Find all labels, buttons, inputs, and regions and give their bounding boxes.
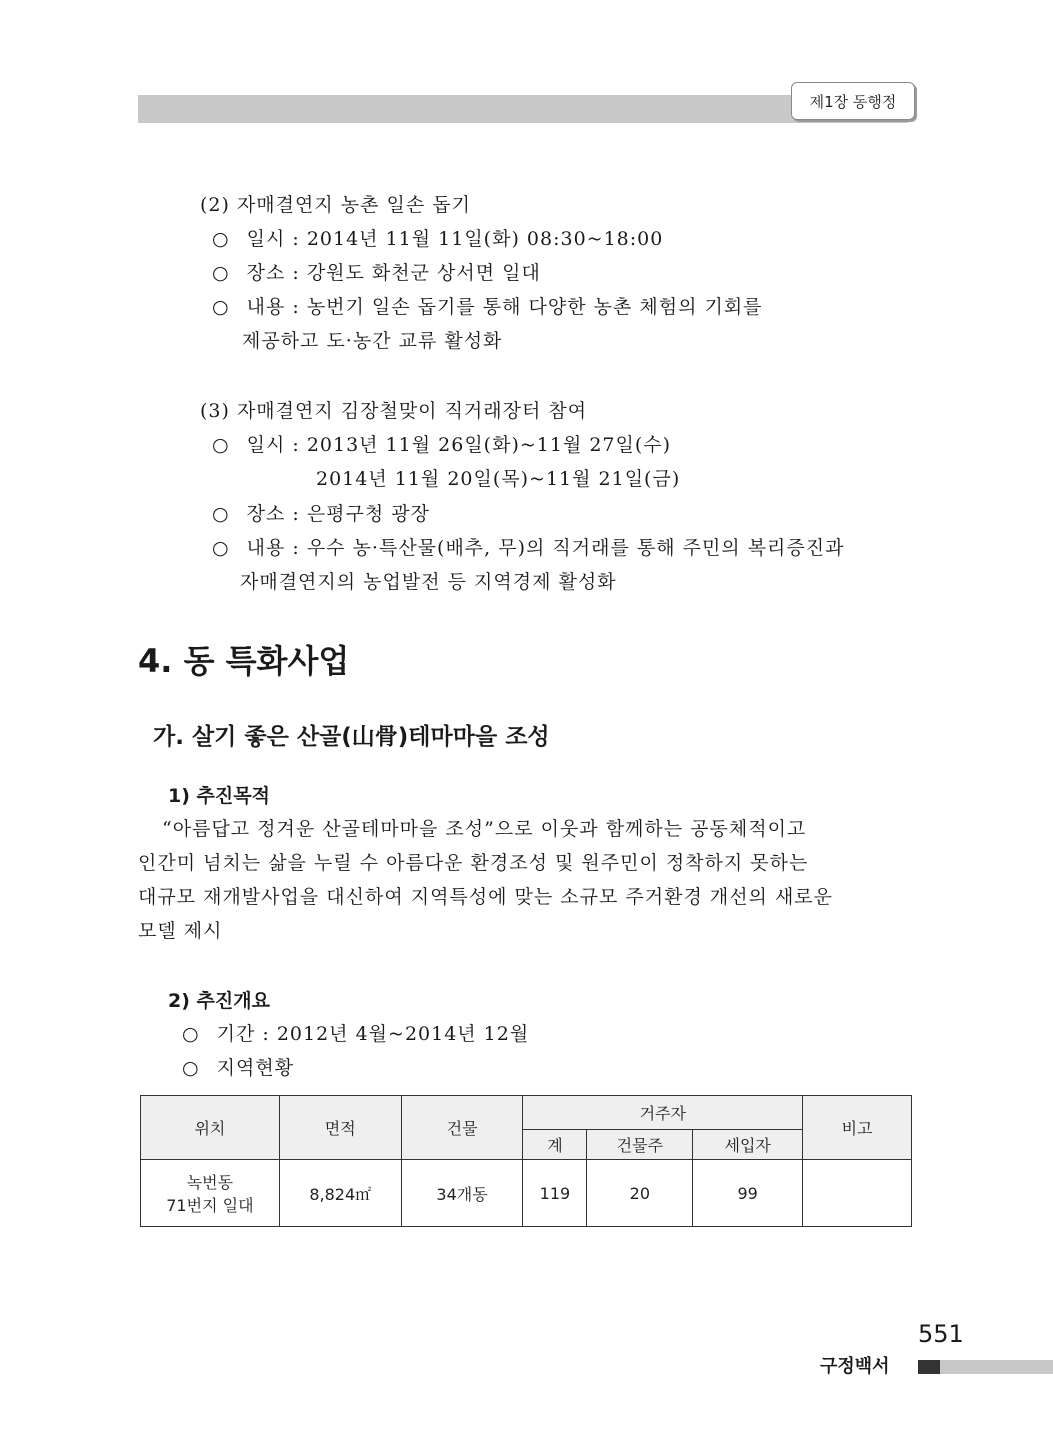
header-tenant: 세입자 — [693, 1130, 803, 1160]
heading-special-projects: 4. 동 특화사업 — [138, 642, 350, 680]
overview-period-text: 기간 : 2012년 4월~2014년 12월 — [216, 1023, 530, 1045]
overview-title: 2) 추진개요 — [168, 990, 270, 1012]
region-status-table — [140, 1095, 912, 1227]
cell-area: 8,824㎡ — [279, 1160, 401, 1227]
table-row — [141, 1160, 912, 1227]
cell-building: 34개동 — [401, 1160, 523, 1227]
overview-region — [182, 1051, 294, 1085]
header-note: 비고 — [803, 1096, 912, 1160]
section-3-date-line1: 일시 : 2013년 11월 26일(화)~11월 27일(수) — [246, 434, 672, 456]
section-2-content-cont: 제공하고 도·농간 교류 활성화 — [242, 330, 503, 352]
footer-bar-light — [940, 1360, 1053, 1374]
bullet-icon: ○ — [212, 503, 230, 525]
bullet-icon: ○ — [182, 1057, 200, 1079]
section-3-item-content — [212, 531, 844, 565]
section-2-place-text: 장소 : 강원도 화천군 상서면 일대 — [246, 262, 541, 284]
footer-bar-dark — [918, 1360, 940, 1374]
cell-location — [141, 1160, 280, 1227]
cell-total: 119 — [523, 1160, 587, 1227]
cell-tenant: 99 — [693, 1160, 803, 1227]
section-3-place-text: 장소 : 은평구청 광장 — [246, 503, 430, 525]
section-2-item-content — [212, 290, 763, 324]
cell-owner: 20 — [587, 1160, 693, 1227]
cell-location-line1: 녹번동 — [186, 1173, 234, 1192]
section-3-content-text: 내용 : 우수 농·특산물(배추, 무)의 직거래를 통해 주민의 복리증진과 — [246, 537, 845, 559]
section-2-item-date — [212, 222, 663, 256]
header-area: 면적 — [279, 1096, 401, 1160]
section-3-date-line2: 2014년 11월 20일(목)~11월 21일(금) — [316, 468, 681, 490]
header-total: 계 — [523, 1130, 587, 1160]
bullet-icon: ○ — [182, 1023, 200, 1045]
bullet-icon: ○ — [212, 262, 230, 284]
chapter-label: 제1장 동행정 — [809, 92, 897, 111]
cell-location-line2: 71번지 일대 — [166, 1196, 254, 1215]
bullet-icon: ○ — [212, 537, 230, 559]
page-number: 551 — [918, 1320, 964, 1348]
section-3-title: (3) 자매결연지 김장철맞이 직거래장터 참여 — [200, 400, 588, 422]
header-building: 건물 — [401, 1096, 523, 1160]
chapter-tab — [791, 82, 915, 120]
section-2-item-place — [212, 256, 541, 290]
section-2-date-text: 일시 : 2014년 11월 11일(화) 08:30~18:00 — [246, 228, 664, 250]
book-title: 구정백서 — [820, 1356, 890, 1377]
section-2-title: (2) 자매결연지 농촌 일손 돕기 — [200, 194, 471, 216]
purpose-paragraph — [138, 812, 918, 948]
purpose-title: 1) 추진목적 — [168, 785, 270, 807]
purpose-line: 인간미 넘치는 삶을 누릴 수 아름다운 환경조성 및 원주민이 정착하지 못하는 — [138, 852, 809, 874]
header-location: 위치 — [141, 1096, 280, 1160]
bullet-icon: ○ — [212, 228, 230, 250]
section-2-content-text: 내용 : 농번기 일손 돕기를 통해 다양한 농촌 체험의 기회를 — [246, 296, 763, 318]
section-3-item-place — [212, 497, 430, 531]
table-header-row — [141, 1096, 912, 1130]
bullet-icon: ○ — [212, 296, 230, 318]
purpose-line: 대규모 재개발사업을 대신하여 지역특성에 맞는 소규모 주거환경 개선의 새로운 — [138, 886, 834, 908]
subheading-theme-village: 가. 살기 좋은 산골(山骨)테마마을 조성 — [153, 724, 550, 750]
overview-region-text: 지역현황 — [216, 1057, 295, 1079]
header-residents: 거주자 — [523, 1096, 803, 1130]
bullet-icon: ○ — [212, 434, 230, 456]
cell-note — [803, 1160, 912, 1227]
section-3-content-cont: 자매결연지의 농업발전 등 지역경제 활성화 — [240, 571, 617, 593]
section-3-item-date — [212, 428, 671, 462]
header-owner: 건물주 — [587, 1130, 693, 1160]
purpose-line: “아름답고 정겨운 산골테마마을 조성”으로 이웃과 함께하는 공동체적이고 — [162, 818, 807, 840]
overview-period — [182, 1017, 529, 1051]
purpose-line: 모델 제시 — [138, 920, 223, 942]
